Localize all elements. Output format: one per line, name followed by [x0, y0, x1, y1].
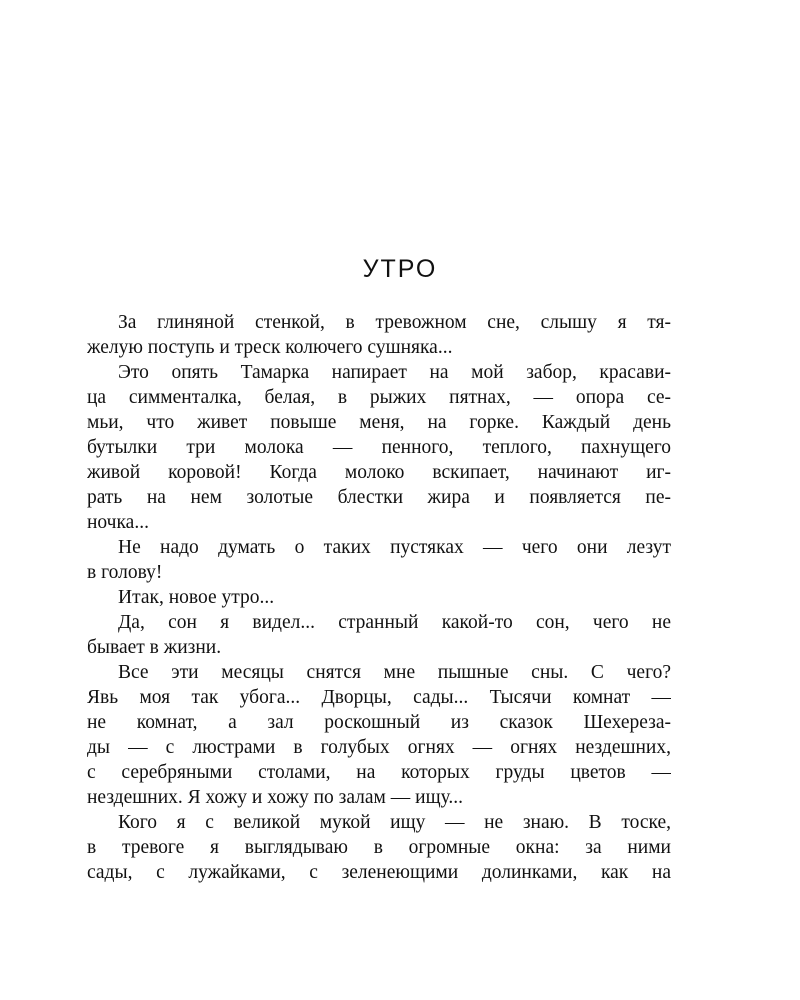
text-line: не комнат, а зал роскошный из сказок Шехереза-	[87, 712, 671, 733]
text-line: желую поступь и треск колючего сушняка...	[87, 337, 453, 358]
text-line: За глиняной стенкой, в тревожном сне, слышу я тя-	[118, 312, 671, 333]
text-line: Кого я с великой мукой ищу — не знаю. В тоске,	[118, 812, 671, 833]
text-line: Все эти месяцы снятся мне пышные сны. С чего?	[118, 662, 671, 683]
text-line: в тревоге я выглядываю в огромные окна: за ними	[87, 837, 671, 858]
text-line: Не надо думать о таких пустяках — чего они лезут	[118, 537, 671, 558]
text-line: сады, с лужайками, с зеленеющими долинками, как на	[87, 862, 671, 883]
text-line: бывает в жизни.	[87, 637, 222, 658]
body-text	[87, 310, 671, 885]
text-line: в голову!	[87, 562, 163, 583]
text-line: Да, сон я видел... странный какой-то сон, чего не	[118, 612, 671, 633]
text-line: бутылки три молока — пенного, теплого, пахнущего	[87, 437, 671, 458]
text-line: ца симменталка, белая, в рыжих пятнах, — опора се-	[87, 387, 671, 408]
chapter-title: УТРО	[362, 255, 438, 283]
text-line: рать на нем золотые блестки жира и появляется пе-	[87, 487, 671, 508]
text-line: нездешних. Я хожу и хожу по залам — ищу...	[87, 787, 464, 808]
text-line: мьи, что живет повыше меня, на горке. Каждый день	[87, 412, 671, 433]
text-line: Явь моя так убога... Дворцы, сады... Тысячи комнат —	[87, 687, 671, 708]
text-line: живой коровой! Когда молоко вскипает, начинают иг-	[87, 462, 671, 483]
text-line: Итак, новое утро...	[118, 587, 275, 608]
text-line: ды — с люстрами в голубых огнях — огнях нездешних,	[87, 737, 671, 758]
text-line: Это опять Тамарка напирает на мой забор, красави-	[118, 362, 671, 383]
text-line: с серебряными столами, на которых груды цветов —	[87, 762, 671, 783]
text-line: ночка...	[87, 512, 149, 533]
